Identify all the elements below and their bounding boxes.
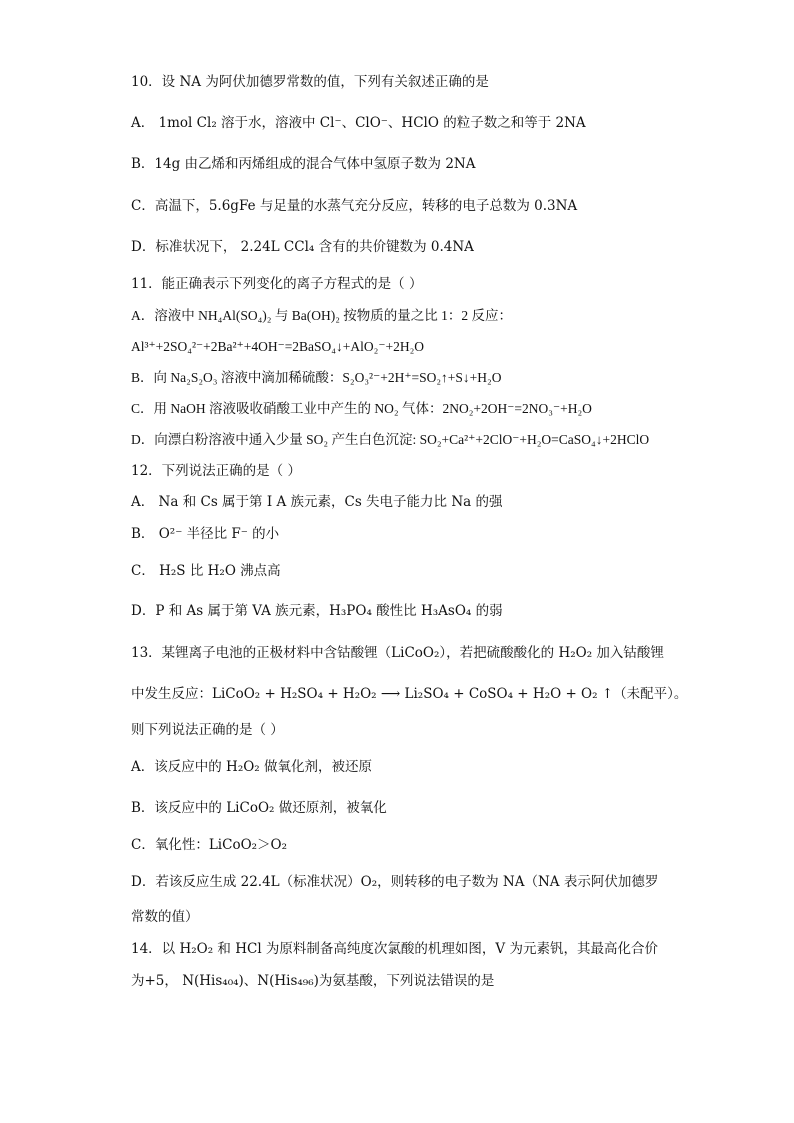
question-13-prompt: 则下列说法正确的是（ ） bbox=[131, 722, 284, 738]
question-10-option-b: B．14g 由乙烯和丙烯组成的混合气体中氢原子数为 2NA bbox=[131, 156, 476, 172]
question-12-option-a: A． Na 和 Cs 属于第 I A 族元素，Cs 失电子能力比 Na 的强 bbox=[131, 494, 503, 510]
question-13-option-d-continued: 常数的值） bbox=[131, 909, 199, 925]
question-13-option-d: D．若该反应生成 22.4L（标准状况）O₂，则转移的电子数为 NA（NA 表示阿伏加德罗 bbox=[131, 874, 659, 890]
question-14-stem: 14．以 H₂O₂ 和 HCl 为原料制备高纯度次氯酸的机理如图，V 为元素钒，其最高化合价 bbox=[131, 941, 658, 957]
question-12-option-c: C． H₂S 比 H₂O 沸点高 bbox=[131, 563, 281, 579]
question-11-option-b: B．向 Na₂S₂O₃ 溶液中滴加稀硫酸：S₂O₃²⁻+2H⁺=SO₂↑+S↓+H₂O bbox=[131, 370, 502, 385]
question-12-option-d: D．P 和 As 属于第 VA 族元素，H₃PO₄ 酸性比 H₃AsO₄ 的弱 bbox=[131, 603, 503, 619]
question-11-option-d: D．向漂白粉溶液中通入少量 SO₂ 产生白色沉淀: SO₂+Ca²⁺+2ClO⁻+H₂O=CaSO₄↓+2HClO bbox=[131, 432, 650, 447]
question-13-option-c: C．氧化性：LiCoO₂＞O₂ bbox=[131, 837, 288, 853]
question-10-option-c: C．高温下，5.6gFe 与足量的水蒸气充分反应，转移的电子总数为 0.3NA bbox=[131, 198, 578, 214]
question-11-stem: 11．能正确表示下列变化的离子方程式的是（ ） bbox=[131, 276, 423, 292]
question-13-stem: 13．某锂离子电池的正极材料中含钴酸锂（LiCoO₂），若把硫酸酸化的 H₂O₂ 加入钴酸锂 bbox=[131, 645, 664, 661]
question-10-option-d: D．标准状况下， 2.24L CCl₄ 含有的共价键数为 0.4NA bbox=[131, 239, 474, 255]
question-10-option-a: A． 1mol Cl₂ 溶于水，溶液中 Cl⁻、ClO⁻、HClO 的粒子数之和等于 2NA bbox=[131, 115, 586, 131]
question-11-option-a: A．溶液中 NH₄Al(SO₄)₂ 与 Ba(OH)₂ 按物质的量之比 1：2 反应： bbox=[131, 308, 513, 323]
question-12-stem: 12．下列说法正确的是（ ） bbox=[131, 463, 301, 479]
question-12-option-b: B． O²⁻ 半径比 F⁻ 的小 bbox=[131, 526, 280, 542]
question-13-option-b: B．该反应中的 LiCoO₂ 做还原剂，被氧化 bbox=[131, 800, 387, 816]
question-11-equation-a: Al³⁺+2SO₄²⁻+2Ba²⁺+4OH⁻=2BaSO₄↓+AlO₂⁻+2H₂O bbox=[131, 339, 425, 354]
question-13-reaction: 中发生反应：LiCoO₂ + H₂SO₄ + H₂O₂ ⟶ Li₂SO₄ + CoSO₄ + H₂O + O₂ ↑（未配平）。 bbox=[131, 686, 688, 702]
question-14-stem-continued: 为+5， N(His₄₀₄)、N(His₄₉₆)为氨基酸，下列说法错误的是 bbox=[131, 973, 495, 989]
question-13-option-a: A．该反应中的 H₂O₂ 做氧化剂，被还原 bbox=[131, 759, 372, 775]
question-11-option-c: C．用 NaOH 溶液吸收硝酸工业中产生的 NO₂ 气体：2NO₂+2OH⁻=2NO₃⁻+H₂O bbox=[131, 401, 592, 416]
question-10-stem: 10．设 NA 为阿伏加德罗常数的值，下列有关叙述正确的是 bbox=[131, 74, 489, 90]
